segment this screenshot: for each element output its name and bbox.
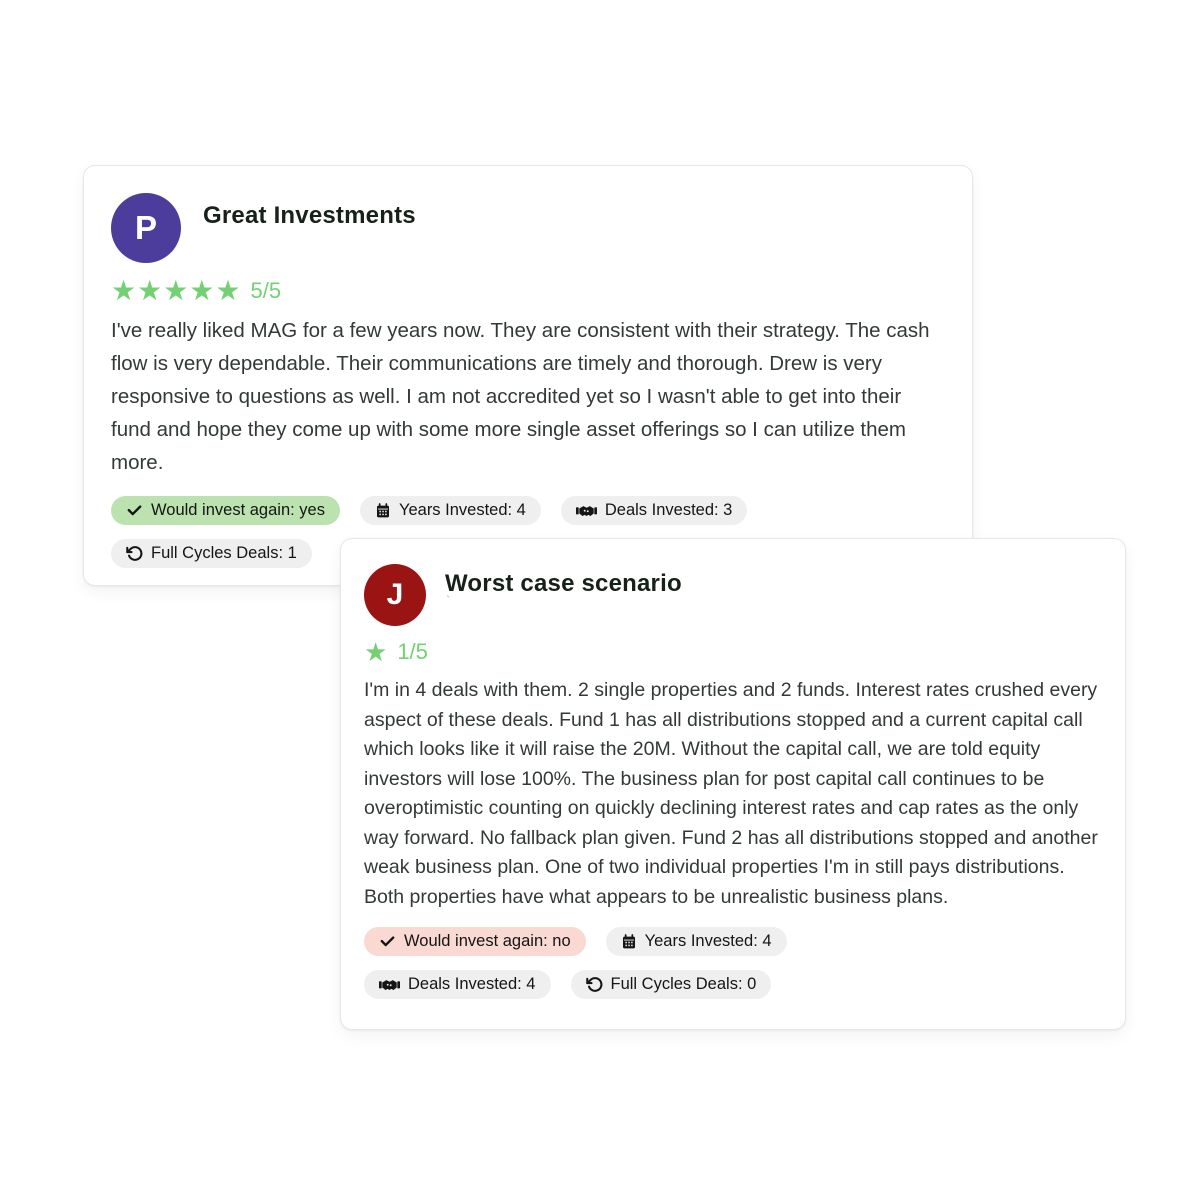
badge-years-invested bbox=[606, 927, 787, 956]
check-icon bbox=[126, 502, 143, 519]
avatar: P bbox=[111, 193, 181, 263]
review-body: I'm in 4 deals with them. 2 single properties and 2 funds. Interest rates crushed every aspect of these deals. Fund 1 has all distributions stopped and a current capital call which looks like it will raise the 20M. Without the capital call, we are told equity investors will lose 100%. The business plan for post capital call continues to be overoptimistic counting on quickly declining interest rates and cap rates as the only way forward. No fallback plan given. Fund 2 has all distributions stopped and another weak business plan. One of two individual properties I'm in still pays distributions. Both properties have what appears to be unrealistic business plans. bbox=[364, 679, 1098, 908]
review-header bbox=[111, 193, 945, 263]
badge-label: Deals Invested: 4 bbox=[408, 975, 536, 993]
badge-row bbox=[364, 927, 984, 999]
review-body: I've really liked MAG for a few years now. They are consistent with their strategy. The cash flow is very dependable. Their communications are timely and thorough. Drew is very responsive to questions as well. I am not accredited yet so I wasn't able to get into their fund and hope they come up with some more single asset offerings so I can utilize them more. bbox=[111, 319, 930, 474]
badge-full-cycles bbox=[571, 970, 772, 999]
badge-would-invest-again bbox=[364, 927, 586, 956]
review-title: Great Investments bbox=[203, 202, 416, 229]
rating-score: 5/5 bbox=[250, 278, 282, 303]
badge-deals-invested bbox=[364, 970, 551, 999]
star-icons: ★ bbox=[364, 637, 389, 667]
badge-years-invested bbox=[360, 496, 541, 525]
badge-label: Would invest again: yes bbox=[151, 501, 325, 519]
calendar-icon bbox=[375, 503, 391, 519]
badge-label: Years Invested: 4 bbox=[398, 501, 526, 519]
handshake-icon bbox=[576, 504, 597, 518]
rating-score: 1/5 bbox=[397, 639, 428, 664]
stray-mark: ` bbox=[446, 593, 451, 608]
review-card-great-investments bbox=[83, 165, 973, 586]
rating-row bbox=[111, 277, 945, 305]
badge-label: Would invest again: no bbox=[404, 932, 571, 950]
review-card-worst-case-scenario bbox=[340, 538, 1126, 1030]
badge-label: Years Invested: 4 bbox=[644, 932, 772, 950]
check-icon bbox=[379, 933, 396, 950]
review-title: Worst case scenario bbox=[445, 570, 682, 597]
avatar: J bbox=[364, 564, 426, 626]
star-icons: ★★★★★ bbox=[111, 275, 242, 306]
handshake-icon bbox=[379, 978, 400, 992]
cycle-icon bbox=[126, 545, 143, 562]
badge-would-invest-again bbox=[111, 496, 340, 525]
badge-label: Deals Invested: 3 bbox=[604, 501, 733, 519]
badge-full-cycles bbox=[111, 539, 312, 568]
calendar-icon bbox=[621, 934, 637, 950]
cycle-icon bbox=[586, 976, 603, 993]
badge-label: Full Cycles Deals: 1 bbox=[151, 544, 297, 562]
rating-row bbox=[364, 638, 1102, 666]
badge-label: Full Cycles Deals: 0 bbox=[610, 975, 757, 993]
badge-deals-invested bbox=[561, 496, 748, 525]
review-header bbox=[364, 564, 1102, 626]
